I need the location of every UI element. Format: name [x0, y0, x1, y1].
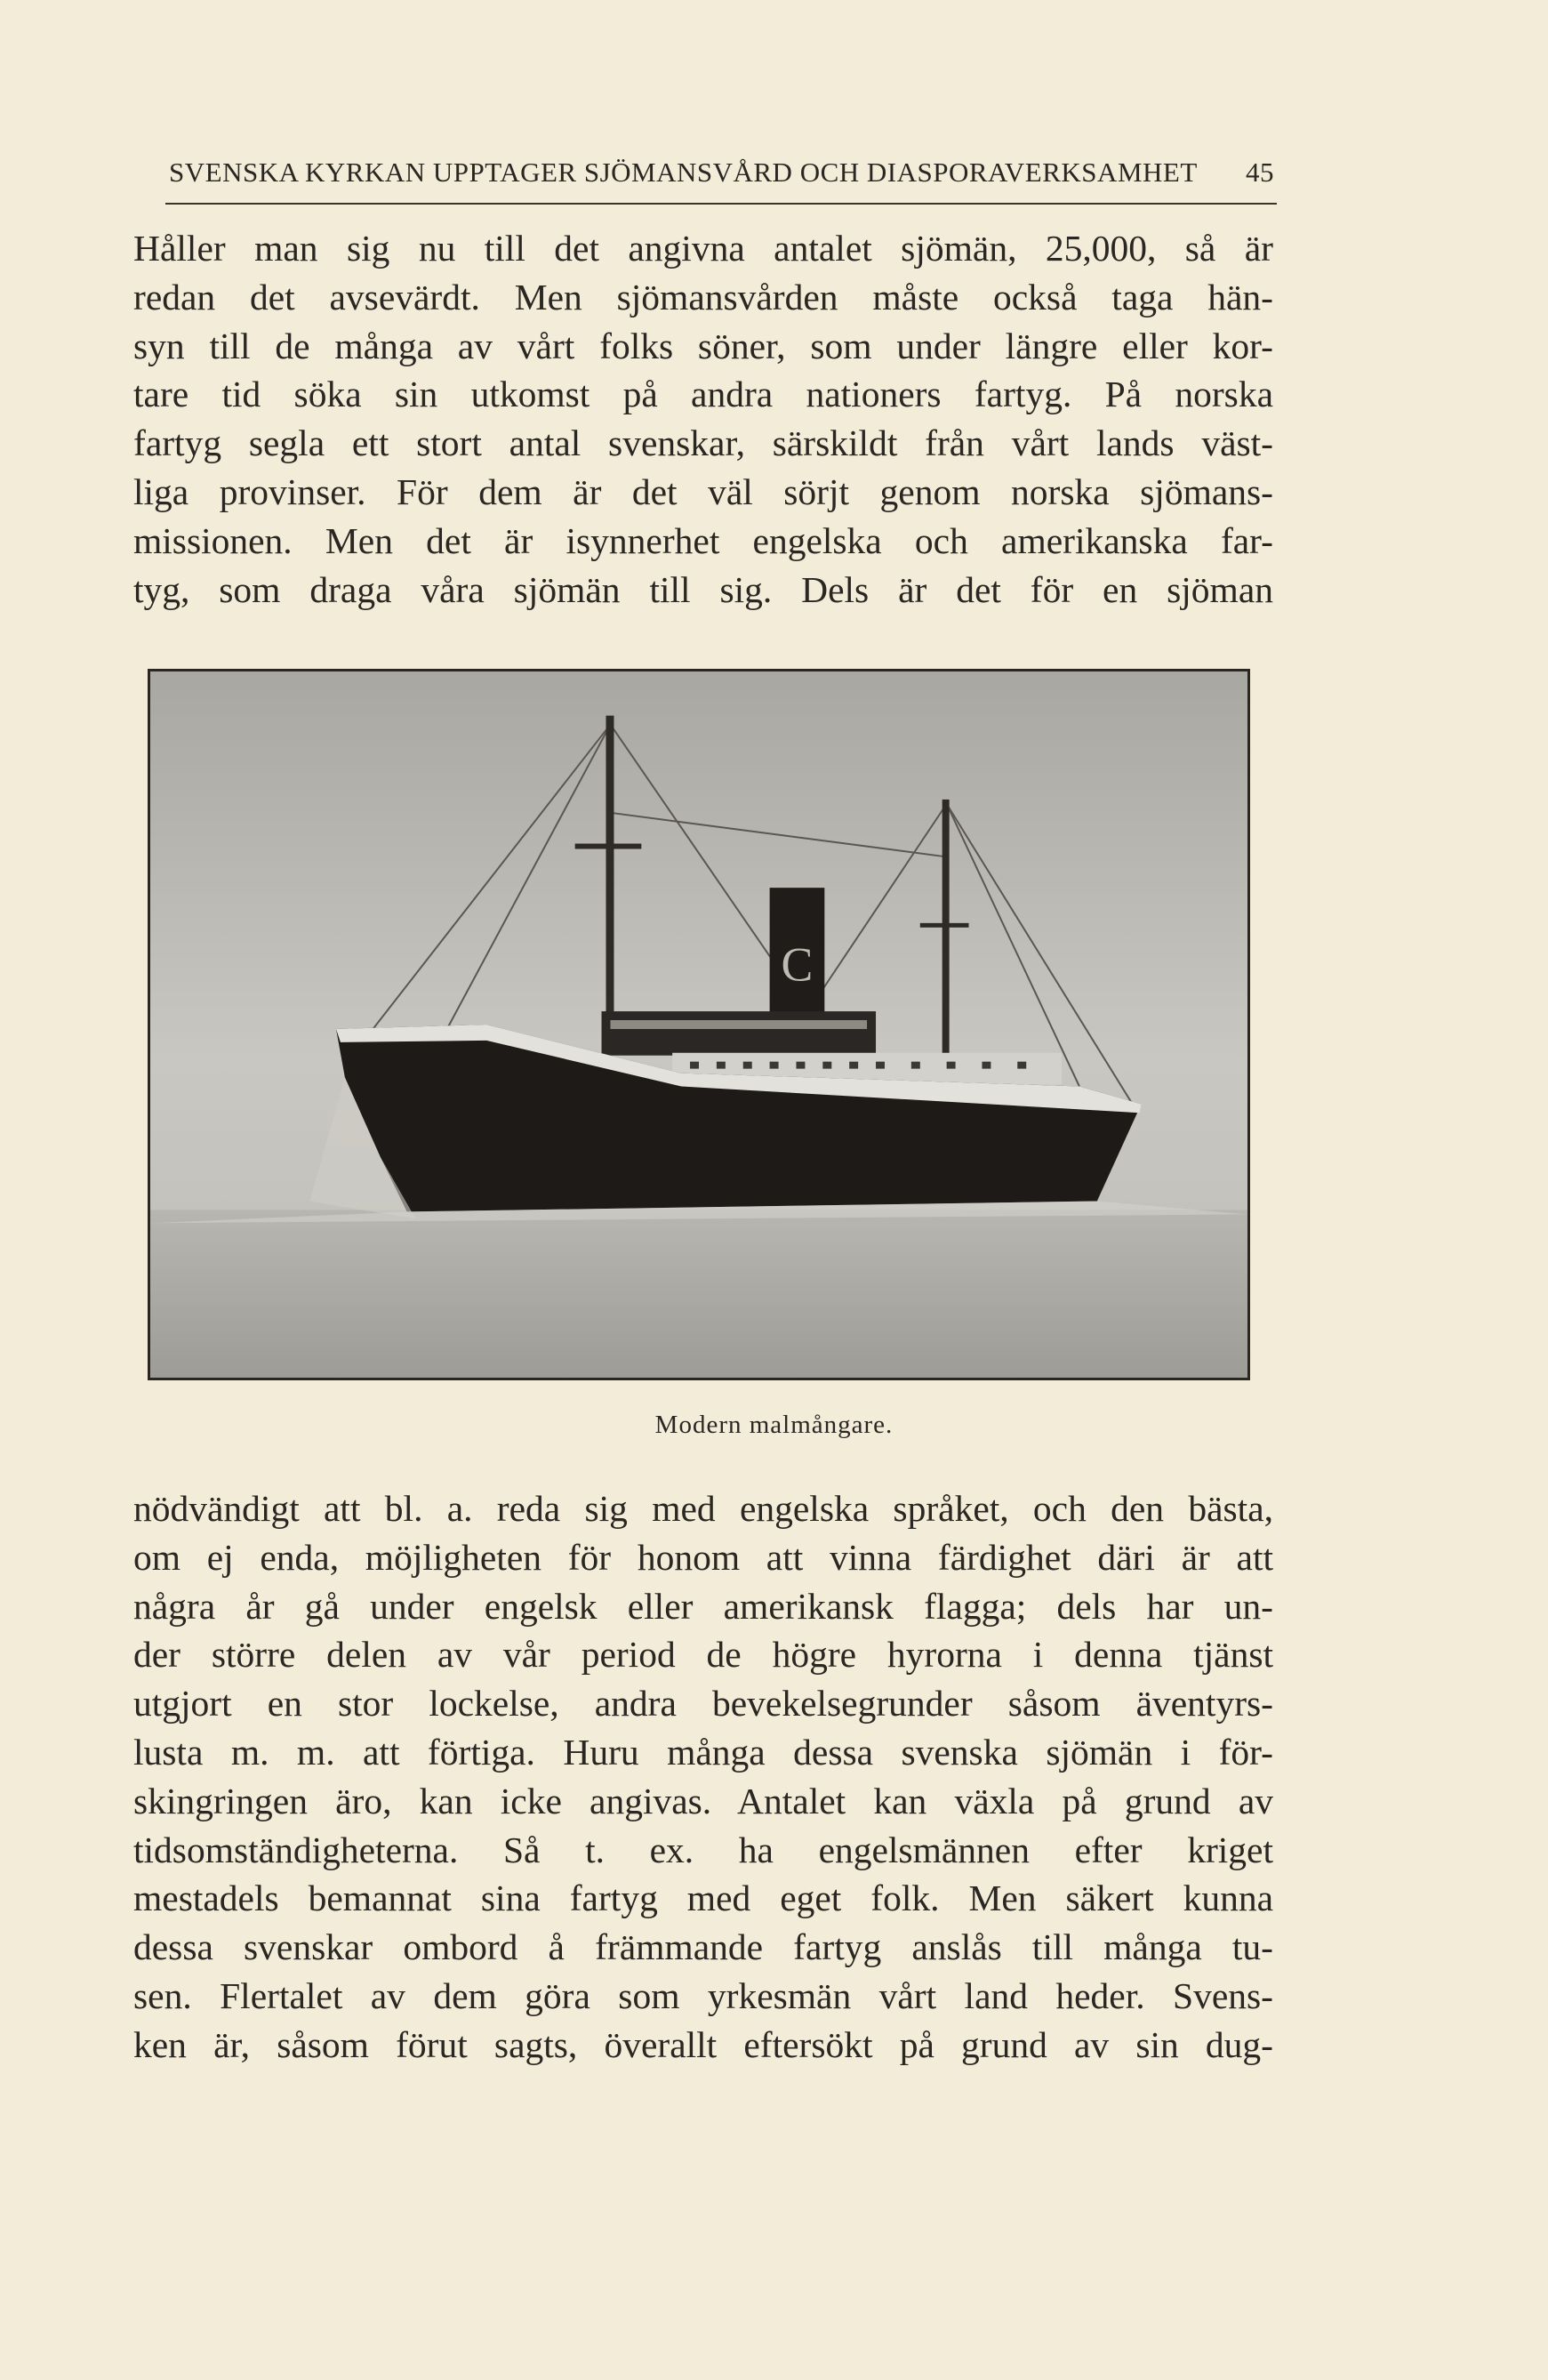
text-line: missionen. Men det är isynnerhet engelska och amerikanska far- [133, 519, 1273, 561]
text-line: skingringen äro, kan icke angivas. Antalet kan växla på grund av [133, 1780, 1273, 1821]
funnel-letter: C [781, 937, 814, 992]
text-line: ken är, såsom förut sagts, överallt eftersökt på grund av sin dug- [133, 2023, 1273, 2065]
text-line: der större delen av vår period de högre hyrorna i denna tjänst [133, 1634, 1273, 1676]
text-line: tare tid söka sin utkomst på andra nationers fartyg. På norska [133, 374, 1273, 415]
text-line: liga provinser. För dem är det väl sörjt genom norska sjömans- [133, 470, 1273, 512]
ore-carrier-steamship-illustration [150, 671, 1247, 1378]
text-line: Håller man sig nu till det angivna antalet sjömän, 25,000, så är [133, 228, 1273, 269]
text-line: sen. Flertalet av dem göra som yrkesmän vårt land heder. Svens- [133, 1974, 1273, 2016]
text-line: om ej enda, möjligheten för honom att vinna färdighet däri är att [133, 1536, 1273, 1578]
text-line: fartyg segla ett stort antal svenskar, särskildt från vårt lands väst- [133, 422, 1273, 464]
page-number: 45 [1246, 157, 1274, 188]
text-line: nödvändigt att bl. a. reda sig med engelska språket, och den bästa, [133, 1488, 1273, 1529]
text-line: redan det avsevärdt. Men sjömansvården måste också taga hän- [133, 276, 1273, 318]
figure-caption: Modern malmångare. [654, 1411, 894, 1439]
text-line: tyg, som draga våra sjömän till sig. Dels är det för en sjöman [133, 568, 1273, 610]
text-line: lusta m. m. att förtiga. Huru många dessa svenska sjömän i för- [133, 1731, 1273, 1773]
text-line: tidsomständigheterna. Så t. ex. ha engelsmännen efter kriget [133, 1829, 1273, 1870]
paragraph-bottom [133, 1484, 1273, 2070]
text-line: utgjort en stor lockelse, andra bevekelsegrunder såsom äventyrs- [133, 1683, 1273, 1725]
paragraph-top [133, 224, 1273, 614]
ship-photograph [148, 669, 1250, 1380]
running-header [169, 157, 1274, 189]
text-line: dessa svenskar ombord å främmande fartyg anslås till många tu- [133, 1926, 1273, 1968]
text-line: syn till de många av vårt folks söner, som under längre eller kor- [133, 325, 1273, 366]
text-line: några år gå under engelsk eller amerikansk flagga; dels har un- [133, 1585, 1273, 1627]
running-title: SVENSKA KYRKAN UPPTAGER SJÖMANSVÅRD OCH DIASPORAVERKSAMHET [169, 157, 1198, 188]
header-rule [165, 203, 1277, 205]
text-line: mestadels bemannat sina fartyg med eget folk. Men säkert kunna [133, 1877, 1273, 1919]
